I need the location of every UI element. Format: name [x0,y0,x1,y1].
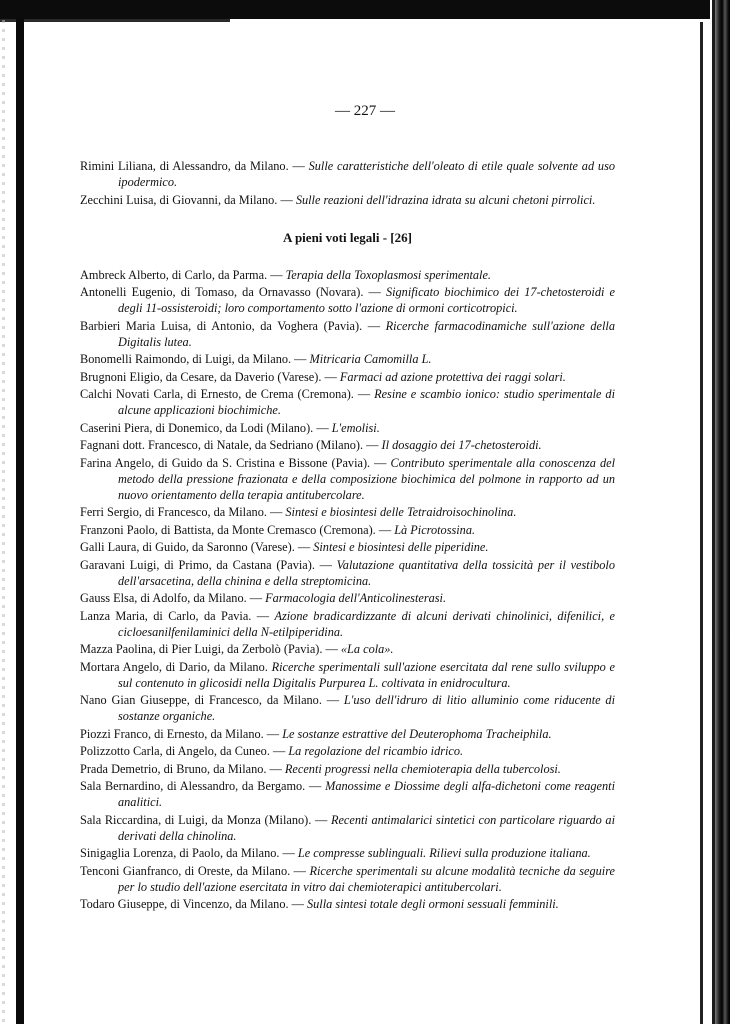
entry-author: Brugnoni Eligio, da Cesare, da Daverio (Varese). — [80,369,340,384]
entries-before-list [80,158,615,208]
entry-author: Todaro Giuseppe, di Vincenzo, da Milano. — [80,897,307,911]
entry-author: Barbieri Maria Luisa, di Antonio, da Voghera (Pavia). — [80,318,386,333]
thesis-entry [80,557,615,589]
entry-title: Significato biochimico dei 17-chetosteroidi e degli 11-ossisteroidi; loro comportamento sotto l'azione di ormoni corticotropici. [118,285,615,315]
thesis-entry [80,284,615,316]
entry-title: Valutazione quantitativa della tossicità per il vestibolo dell'arsacetina, della chinina e della streptomicina. [118,557,615,588]
entry-title: Terapia della Toxoplasmosi sperimentale. [285,267,492,282]
entry-title: Sulle caratteristiche dell'oleato di etile quale solvente ad uso ipodermico. [118,159,616,189]
entry-title: Recenti progressi nella chemioterapia della tubercolosi. [284,761,561,776]
thesis-entry [80,608,615,640]
entry-title: Farmacologia dell'Anticolinesterasi. [265,591,447,605]
thesis-entry [80,192,615,208]
thesis-entry [80,158,615,190]
scan-top-edge [0,0,730,19]
entry-title: Sulle reazioni dell'idrazina idrata su alcuni chetoni pirrolici. [295,192,596,207]
entry-author: Ferri Sergio, di Francesco, da Milano. — [80,505,286,519]
section-heading: A pieni voti legali - [26] [283,229,412,245]
entry-title: Manossime e Diossime degli alfa-dichetoni come reagenti analitici. [118,779,615,809]
thesis-entry [80,369,615,385]
thesis-entry [80,726,615,742]
thesis-entry [80,590,615,606]
entry-title: L'uso dell'idruro di litio alluminio come riducente di sostanze organiche. [118,693,615,723]
entry-title: Farmaci ad azione protettiva dei raggi solari. [339,369,566,384]
entry-title: La regolazione del ricambio idrico. [288,744,464,758]
thesis-entry [80,896,615,912]
entry-author: Calchi Novati Carla, di Ernesto, de Crema (Cremona). — [80,387,375,401]
entry-author: Polizzotto Carla, di Angelo, da Cuneo. — [80,744,289,758]
entry-title: Le compresse sublinguali. Rilievi sulla produzione italiana. [297,846,591,860]
entry-title: Sintesi e biosintesi delle piperidine. [313,540,489,554]
entry-author: Mortara Angelo, di Dario, da Milano. [80,659,272,674]
entry-author: Ambreck Alberto, di Carlo, da Parma. — [80,267,286,282]
entry-author: Caserini Piera, di Donemico, da Lodi (Milano). — [80,420,332,435]
thesis-entry [80,845,615,861]
entry-author: Piozzi Franco, di Ernesto, da Milano. — [80,726,283,741]
entry-title: Ricerche sperimentali sull'azione esercitata dal rene sullo sviluppo e sul contenuto in glicosidi nella Digitalis Purpurea L. coltivata in enidrocultura. [118,659,615,690]
scan-top-edge-shadow [0,19,230,22]
entry-title: Le sostanze estrattive del Deuterophoma Tracheiphila. [282,726,552,741]
thesis-entry [80,437,615,453]
entry-author: Zecchini Luisa, di Giovanni, da Milano. — [80,192,296,207]
entry-title: Il dosaggio dei 17-chetosteroidi. [381,438,542,452]
entry-author: Fagnani dott. Francesco, di Natale, da Sedriano (Milano). — [80,438,382,452]
entries-list [80,267,615,913]
entry-author: Sala Riccardina, di Luigi, da Monza (Milano). — [80,812,331,827]
thesis-entry [80,641,615,657]
entry-title: Contributo sperimentale alla conoscenza del metodo della pressione frazionata e della composizione biochimica del polmone in rapporto ad un nuovo orientamento della terapia antitubercolare. [118,455,615,502]
thesis-entry [80,863,615,895]
entry-author: Gauss Elsa, di Adolfo, da Milano. — [80,591,266,605]
entry-title: Ricerche farmacodinamiche sull'azione della Digitalis lutea. [118,318,615,349]
thesis-entry [80,659,615,691]
entry-author: Sala Bernardino, di Alessandro, da Bergamo. — [80,779,326,793]
thesis-entry [80,522,615,538]
thesis-entry [80,692,615,724]
entry-author: Nano Gian Giuseppe, di Francesco, da Milano. — [80,693,344,707]
entry-title: Sintesi e biosintesi delle Tetraidroisochinolina. [285,505,517,519]
thesis-entry [80,351,615,367]
entry-author: Garavani Luigi, di Primo, da Castana (Pavia). — [80,557,337,572]
page-number: — 227 — [335,103,395,119]
entry-author: Antonelli Eugenio, di Tomaso, da Ornavasso (Novara). — [80,285,386,299]
entry-author: Farina Angelo, di Guido da S. Cristina e Bissone (Pavia). — [80,455,391,470]
thesis-entry [80,812,615,844]
thesis-entry [80,267,615,283]
entry-title: Resine e scambio ionico: studio sperimentale di alcune applicazioni biochimiche. [118,387,615,417]
entry-title: «La cola». [340,642,394,656]
thesis-entry [80,778,615,810]
thesis-entry [80,318,615,350]
entry-author: Rimini Liliana, di Alessandro, da Milano. — [80,159,309,173]
entry-title: Ricerche sperimentali su alcune modalità tecniche da seguire per lo studio dell'azione esercitata in vitro dai chemioterapici antitubercolari. [118,863,615,894]
scan-left-margin-noise [2,20,5,1024]
entry-author: Lanza Maria, di Carlo, da Pavia. — [80,608,275,623]
entry-author: Galli Laura, di Guido, da Saronno (Varese). — [80,540,314,554]
page-content [80,158,615,914]
entry-title: Recenti antimalarici sintetici con particolare riguardo ai derivati della chinolina. [118,812,615,843]
entry-author: Prada Demetrio, di Bruno, da Milano. — [80,761,285,776]
scan-left-border [16,18,24,1024]
entry-title: L'emolisi. [331,420,380,435]
scan-right-inner-edge [700,22,703,1024]
entry-author: Mazza Paolina, di Pier Luigi, da Zerbolò (Pavia). — [80,642,341,656]
entry-title: Sulla sintesi totale degli ormoni sessuali femminili. [306,897,559,911]
thesis-entry [80,386,615,418]
entry-title: Azione bradicardizzante di alcuni derivati chinolinici, difenilici, e cicloesanilfenilaminici della N-etilpiperidina. [118,608,615,639]
thesis-entry [80,743,615,759]
entry-author: Tenconi Gianfranco, di Oreste, da Milano. — [80,863,310,878]
thesis-entry [80,504,615,520]
thesis-entry [80,539,615,555]
entry-title: Mitricaria Camomilla L. [309,352,432,366]
entry-author: Franzoni Paolo, di Battista, da Monte Cremasco (Cremona). — [80,522,395,537]
entry-author: Bonomelli Raimondo, di Luigi, da Milano. — [80,352,310,366]
thesis-entry [80,455,615,503]
scan-right-binding [710,0,730,1024]
thesis-entry [80,761,615,777]
entry-author: Sinigaglia Lorenza, di Paolo, da Milano. — [80,846,298,860]
thesis-entry [80,420,615,436]
entry-title: Là Picrotossina. [394,522,476,537]
